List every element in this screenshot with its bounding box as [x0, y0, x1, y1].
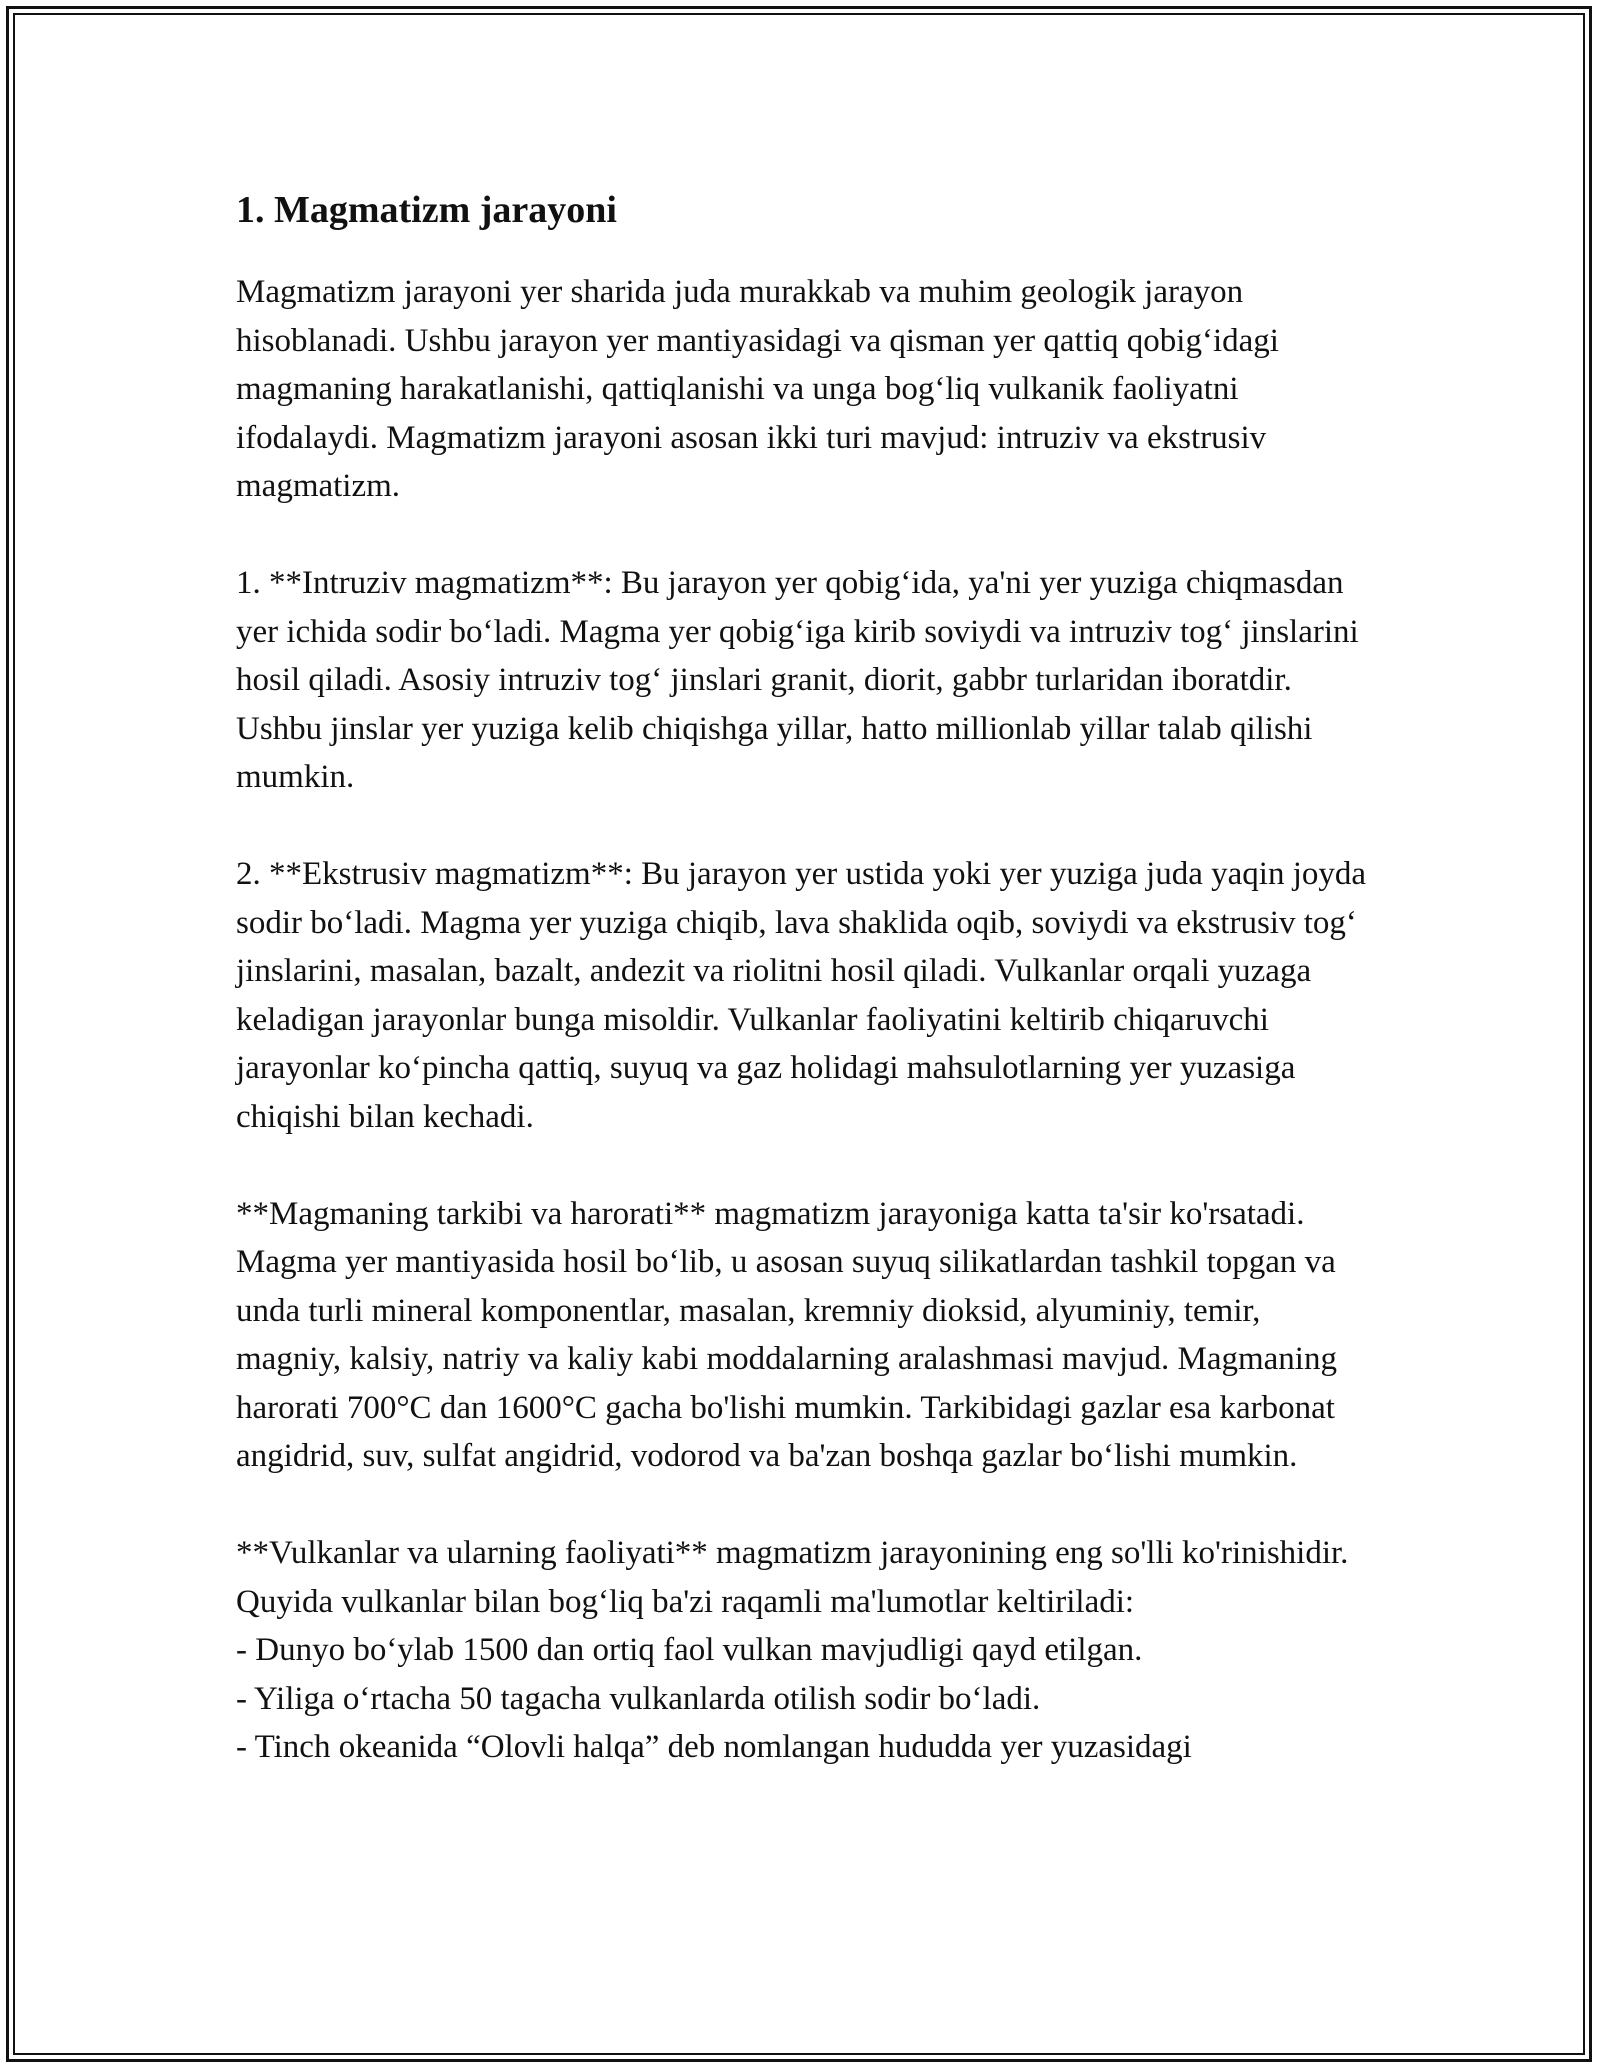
paragraph-volcanoes: **Vulkanlar va ularning faoliyati** magmatizm jarayonining eng so'lli ko'rinishidir. Quyida vulkanlar bilan bog‘liq ba'zi raqamli ma'lumotlar keltiriladi:: [236, 1535, 1349, 1620]
paragraph-gap: [236, 1481, 1366, 1530]
list-item: - Yiliga o‘rtacha 50 tagacha vulkanlarda otilish sodir bo‘ladi.: [236, 1680, 1041, 1717]
list-item: - Tinch okeanida “Olovli halqa” deb nomlangan hududda yer yuzasidagi: [236, 1729, 1192, 1765]
paragraph-magma-composition: **Magmaning tarkibi va harorati** magmatizm jarayoniga katta ta'sir ko'rsatadi. Magma yer mantiyasida hosil bo‘lib, u asosan suyuq silikatlardan tashkil topgan va unda turli mineral komponentlar, masalan, kremniy dioksid, alyuminiy, temir, magniy, kalsiy, natriy va kaliy kabi moddalarning aralashmasi mavjud. Magmaning harorati 700°C dan 1600°C gacha bo'lishi mumkin. Tarkibidagi gazlar esa karbonat angidrid, suv, sulfat angidrid, vodorod va ba'zan boshqa gazlar bo‘lishi mumkin.: [236, 1195, 1337, 1474]
paragraph-extrusive: 2. **Ekstrusiv magmatizm**: Bu jarayon yer ustida yoki yer yuziga juda yaqin joyda sodir bo‘ladi. Magma yer yuziga chiqib, lava shaklida oqib, soviydi va ekstrusiv tog‘ jinslarini, masalan, bazalt, andezit va riolitni hosil qiladi. Vulkanlar orqali yuzaga keladigan jarayonlar bunga misoldir. Vulkanlar faoliyatini keltirib chiqaruvchi jarayonlar ko‘pincha qattiq, suyuq va gaz holidagi mahsulotlarning yer yuzasiga chiqishi bilan kechadi.: [236, 856, 1367, 1135]
paragraph-intrusive: 1. **Intruziv magmatizm**: Bu jarayon yer qobig‘ida, ya'ni yer yuziga chiqmasdan yer ichida sodir bo‘ladi. Magma yer qobig‘iga kirib soviydi va intruziv tog‘ jinslarini hosil qiladi. Asosiy intruziv tog‘ jinslari granit, diorit, gabbr turlaridan iboratdir. Ushbu jinslar yer yuziga kelib chiqishga yillar, hatto millionlab yillar talab qilishi mumkin.: [236, 565, 1359, 795]
section-heading: 1. Magmatizm jarayoni: [236, 189, 617, 231]
paragraph-gap: [236, 511, 1366, 560]
list-item: - Dunyo bo‘ylab 1500 dan ortiq faol vulkan mavjudligi qayd etilgan.: [236, 1632, 1143, 1668]
paragraph-gap: [236, 1141, 1366, 1190]
paragraph-intro: Magmatizm jarayoni yer sharida juda murakkab va muhim geologik jarayon hisoblanadi. Ushbu jarayon yer mantiyasidagi va qisman yer qattiq qobig‘idagi magmaning harakatlanishi, qattiqlanishi va unga bog‘liq vulkanik faoliyatni ifodalaydi. Magmatizm jarayoni asosan ikki turi mavjud: intruziv va ekstrusiv magmatizm.: [236, 274, 1279, 504]
paragraph-gap: [236, 802, 1366, 851]
document-body: [236, 186, 1366, 1772]
